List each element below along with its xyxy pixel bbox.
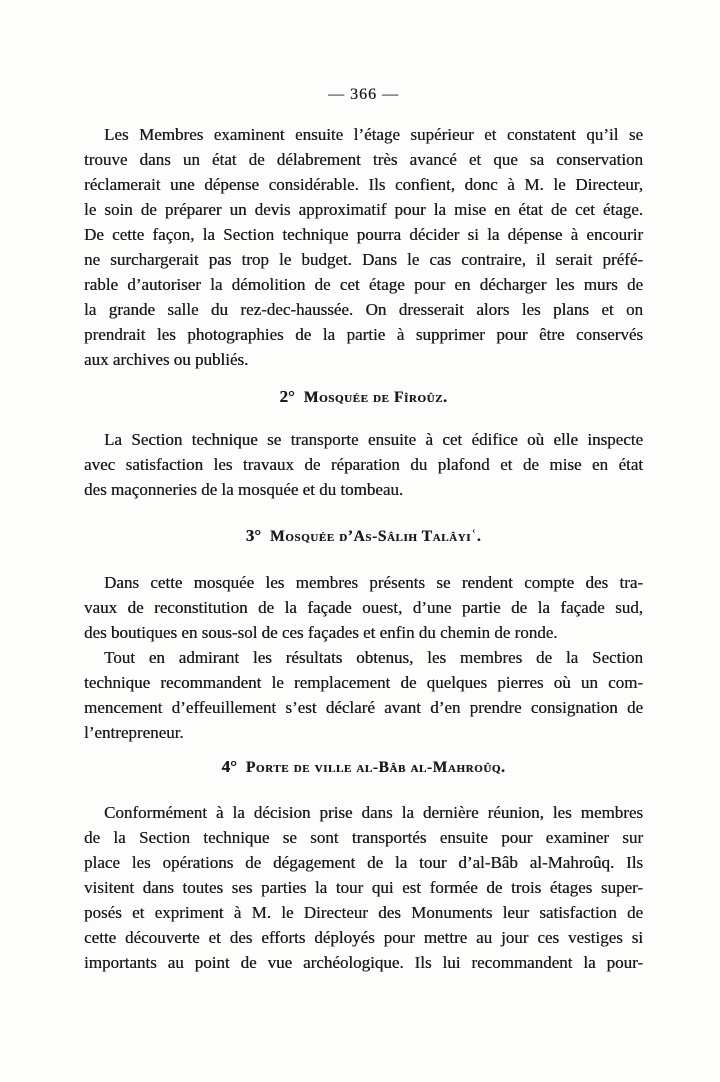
paragraph-5 bbox=[84, 800, 643, 975]
text-line: rable d’autoriser la démolition de cet étage pour en décharger les murs de bbox=[84, 275, 643, 294]
text-line: ne surchargerait pas trop le budget. Dans le cas contraire, il serait préfé- bbox=[84, 250, 643, 269]
text-line: avec satisfaction les travaux de réparation du plafond et de mise en état bbox=[84, 455, 643, 474]
paragraph-1 bbox=[84, 122, 643, 372]
text-line: De cette façon, la Section technique pourra décider si la dépense à encourir bbox=[84, 225, 643, 244]
text-line: La Section technique se transporte ensuite à cet édifice où elle inspecte bbox=[104, 430, 643, 449]
section-heading-4 bbox=[84, 757, 643, 777]
text-line: cette découverte et des efforts déployés pour mettre au jour ces vestiges si bbox=[84, 928, 643, 947]
text-line: Conformément à la décision prise dans la dernière réunion, les membres bbox=[104, 803, 643, 822]
heading-number: 3° bbox=[245, 526, 261, 545]
text-line: posés et expriment à M. le Directeur des Monuments leur satisfaction de bbox=[84, 903, 643, 922]
text-line: Dans cette mosquée les membres présents se rendent compte des tra- bbox=[104, 573, 643, 592]
text-line: importants au point de vue archéologique. Ils lui recommandent la pour- bbox=[84, 953, 643, 972]
text-line: visitent dans toutes ses parties la tour qui est formée de trois étages super- bbox=[84, 878, 643, 897]
heading-title: Mosquée de Fîroûz. bbox=[303, 389, 448, 406]
text-line: le soin de préparer un devis approximatif pour la mise en état de cet étage. bbox=[84, 200, 643, 219]
text-line: Les Membres examinent ensuite l’étage supérieur et constatent qu’il se bbox=[104, 125, 643, 144]
heading-title: Mosquée d’As-Sâlih Talâyiʿ. bbox=[270, 528, 482, 545]
text-line: réclamerait une dépense considérable. Ils confient, donc à M. le Directeur, bbox=[84, 175, 643, 194]
text-line: la grande salle du rez-dec-haussée. On dresserait alors les plans et on bbox=[84, 300, 643, 319]
text-line: des maçonneries de la mosquée et du tombeau. bbox=[84, 480, 404, 499]
heading-number: 2° bbox=[279, 387, 295, 406]
text-line: des boutiques en sous-sol de ces façades et enfin du chemin de ronde. bbox=[84, 623, 558, 642]
paragraph-3 bbox=[84, 570, 643, 645]
text-line: aux archives ou publiés. bbox=[84, 350, 249, 369]
page-number: — 366 — bbox=[328, 86, 399, 103]
text-line: vaux de reconstitution de la façade ouest, d’une partie de la façade sud, bbox=[84, 598, 643, 617]
paragraph-4 bbox=[84, 645, 643, 745]
text-line: Tout en admirant les résultats obtenus, les membres de la Section bbox=[104, 648, 643, 667]
text-line: trouve dans un état de délabrement très avancé et que sa conservation bbox=[84, 150, 643, 169]
text-line: mencement d’effeuillement s’est déclaré avant d’en prendre consignation de bbox=[84, 698, 643, 717]
text-line: place les opérations de dégagement de la tour d’al-Bâb al-Mahroûq. Ils bbox=[84, 853, 643, 872]
section-heading-3 bbox=[84, 526, 643, 546]
paragraph-2 bbox=[84, 427, 643, 502]
heading-title: Porte de ville al-Bâb al-Mahroûq. bbox=[245, 759, 506, 776]
text-line: l’entrepreneur. bbox=[84, 723, 184, 742]
text-line: technique recommandent le remplacement de quelques pierres où un com- bbox=[84, 673, 643, 692]
section-heading-2 bbox=[84, 387, 643, 407]
text-line: prendrait les photographies de la partie à supprimer pour être conservés bbox=[84, 325, 643, 344]
heading-number: 4° bbox=[221, 757, 237, 776]
text-line: de la Section technique se sont transportés ensuite pour examiner sur bbox=[84, 828, 643, 847]
